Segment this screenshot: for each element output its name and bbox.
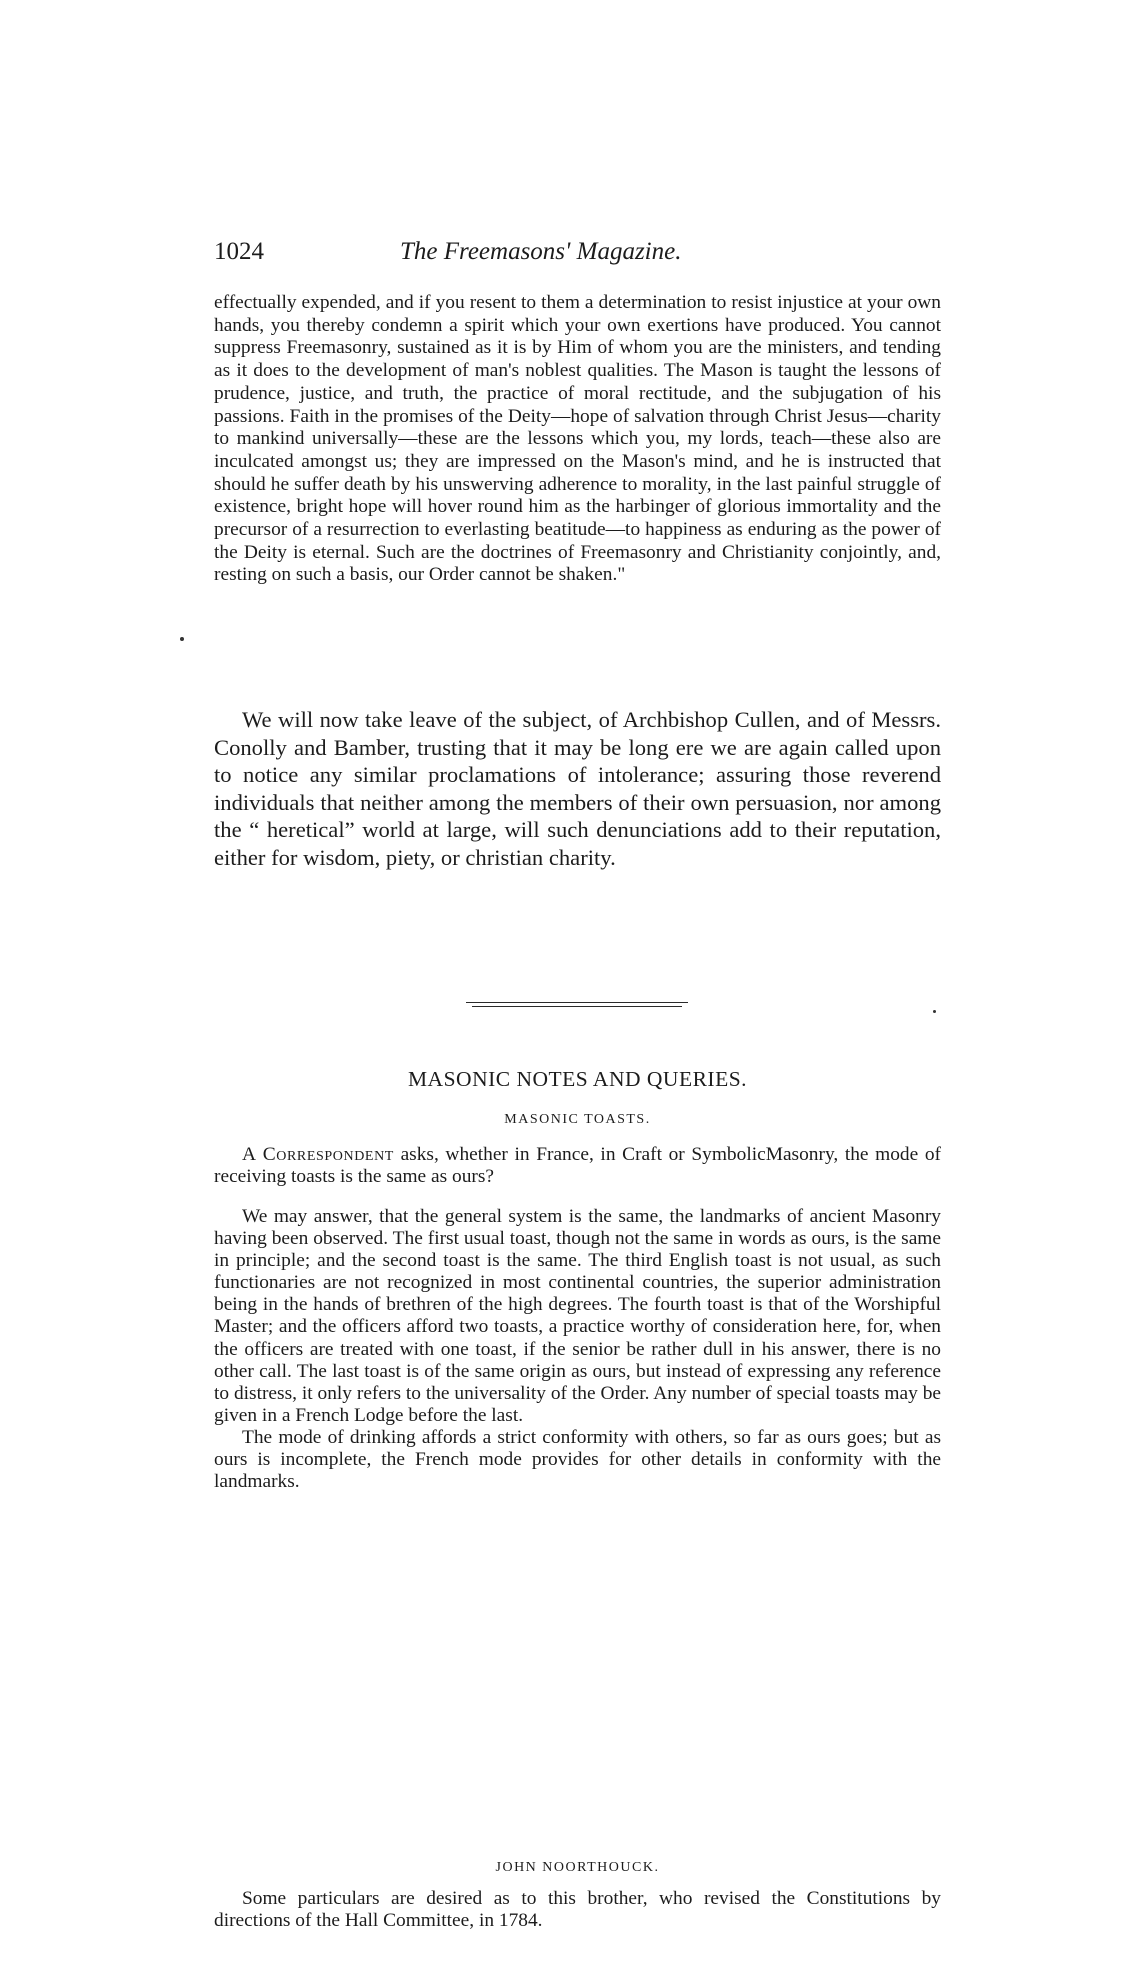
- journal-title: The Freemasons' Magazine.: [400, 238, 682, 265]
- toasts-answer: [214, 1206, 941, 1493]
- drinking-mode-text: The mode of drinking affords a strict conformity with others, so far as ours goes; but as ours is incomplete, the French mode provides for other details in conformity with the landmarks.: [214, 1426, 941, 1493]
- section-divider: [466, 1002, 688, 1003]
- correspondent-question: [214, 1144, 941, 1188]
- page-number: 1024: [214, 238, 264, 265]
- print-speck: [933, 1010, 936, 1013]
- noorthouck-query: Some particulars are desired as to this brother, who revised the Constitutions by directions of the Hall Committee, in 1784.: [214, 1888, 941, 1932]
- section-divider-inner: [472, 1006, 682, 1007]
- toasts-answer-text: We may answer, that the general system is the same, the landmarks of ancient Masonry having been observed. The first usual toast, though not the same in words as ours, is the same in principle; and the second toast is the same. The third English toast is not usual, as such functionaries are not recognized in most continental countries, the superior administration being in the hands of brethren of the high degrees. The fourth toast is that of the Worshipful Master; and the officers afford two toasts, a practice worthy of consideration here, for, when the officers are treated with one toast, if the senior be rather dull in his answer, there is no other call. The last toast is of the same origin as ours, but instead of expressing any reference to distress, it only refers to the universality of the Order. Any number of special toasts may be given in a French Lodge before the last.: [214, 1206, 941, 1426]
- correspondent-question-text: asks, whether in France, in Craft or SymbolicMasonry, the mode of receiving toasts is the same as ours?: [214, 1144, 942, 1188]
- closing-paragraph: We will now take leave of the subject, of Archbishop Cullen, and of Messrs. Conolly and Bamber, trusting that it may be long ere we are again called upon to notice any similar proclamations of intolerance; assuring those reverend individuals that neither among the members of their own persuasion, nor among the “ heretical” world at large, will such denunciations add to their reputation, either for wisdom, piety, or christian charity.: [214, 707, 941, 870]
- subheading-john-noorthouck: JOHN NOORTHOUCK.: [495, 1860, 660, 1875]
- correspondent-lead: A Correspondent: [242, 1144, 394, 1165]
- running-head: [214, 238, 941, 272]
- margin-mark: [180, 637, 184, 641]
- section-title: MASONIC NOTES AND QUERIES.: [407, 1067, 748, 1091]
- quote-paragraph: effectually expended, and if you resent to them a determination to resist injustice at your own hands, you thereby condemn a spirit which your own exertions have produced. You cannot suppress Freemasonry, sustained as it is by Him of whom you are the ministers, and tending as it does to the development of man's noblest qualities. The Mason is taught the lessons of prudence, justice, and truth, the practice of moral rectitude, and the subjugation of his passions. Faith in the promises of the Deity—hope of salvation through Christ Jesus—charity to mankind universally—these are the lessons which you, my lords, teach—these also are inculcated amongst us; they are impressed on the Mason's mind, and he is instructed that should he suffer death by his unswerving adherence to morality, in the last painful struggle of existence, bright hope will hover round him as the harbinger of glorious immortality and the precursor of a resurrection to everlasting beatitude—to happiness as enduring as the power of the Deity is eternal. Such are the doctrines of Freemasonry and Christianity conjointly, and, resting on such a basis, our Order cannot be shaken.": [214, 292, 941, 586]
- subheading-masonic-toasts: MASONIC TOASTS.: [504, 1112, 651, 1127]
